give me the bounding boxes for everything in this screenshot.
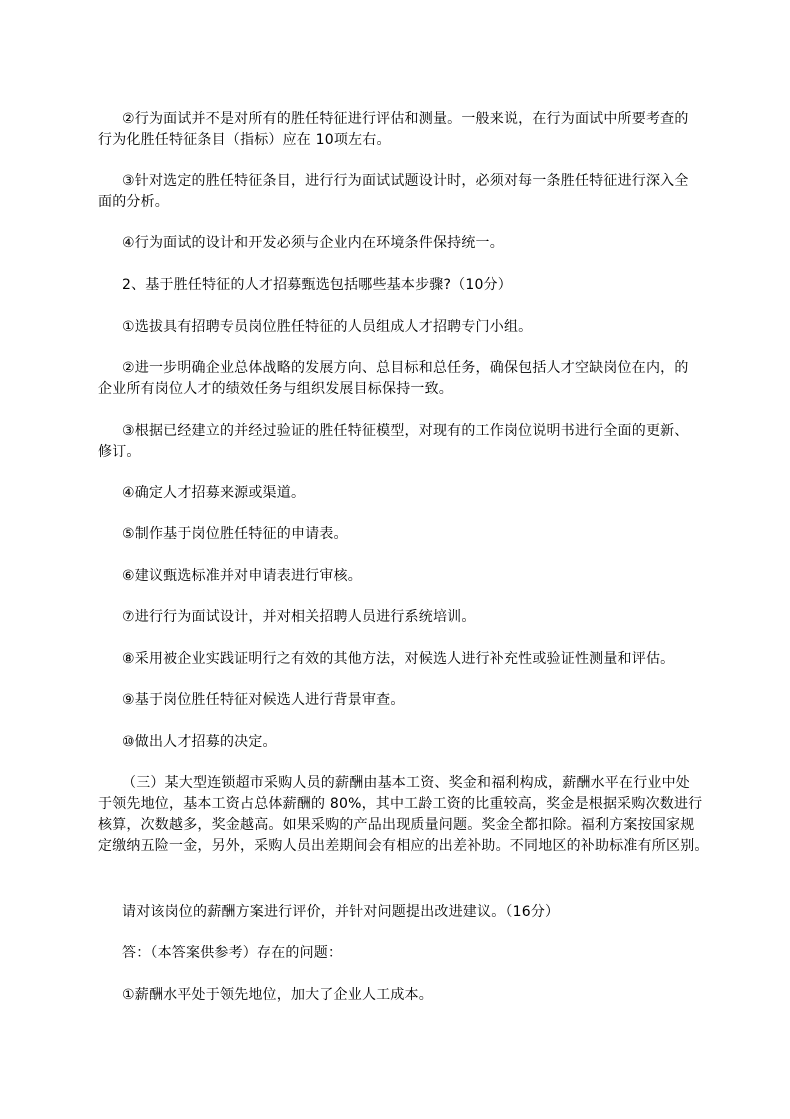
text-line: 请对该岗位的薪酬方案进行评价，并针对问题提出改进建议。（16分） <box>122 904 560 920</box>
text-line: ②行为面试并不是对所有的胜任特征进行评估和测量。一般来说，在行为面试中所要考查的 <box>122 111 689 127</box>
step-10 <box>98 732 698 753</box>
text-line: ④行为面试的设计和开发必须与企业内在环境条件保持统一。 <box>122 235 504 251</box>
case-three-question <box>98 902 698 923</box>
text-line: ⑤制作基于岗位胜任特征的申请表。 <box>122 526 348 542</box>
text-line: 于领先地位，基本工资占总体薪酬的 80%，其中工龄工资的比重较高，奖金是根据采购次数进行 <box>98 796 703 812</box>
step-9 <box>98 690 698 711</box>
text-line: 行为化胜任特征条目（指标）应在 10项左右。 <box>98 132 391 148</box>
text-line: ①薪酬水平处于领先地位，加大了企业人工成本。 <box>122 987 433 1003</box>
text-line: ⑥建议甄选标准并对申请表进行审核。 <box>122 568 362 584</box>
text-line: ⑦进行行为面试设计，并对相关招聘人员进行系统培训。 <box>122 609 476 625</box>
step-1 <box>98 317 698 338</box>
text-line: 修订。 <box>98 444 141 460</box>
text-line: ③根据已经建立的并经过验证的胜任特征模型，对现有的工作岗位说明书进行全面的更新、 <box>122 423 689 439</box>
text-line: 面的分析。 <box>98 194 169 210</box>
paragraph-question-design <box>98 171 698 213</box>
step-7 <box>98 607 698 628</box>
answer-item-1 <box>98 985 698 1006</box>
text-line: ①选拔具有招聘专员岗位胜任特征的人员组成人才招聘专门小组。 <box>122 319 533 335</box>
text-line: 核算，次数越多，奖金越高。如果采购的产品出现质量问题。奖金全都扣除。福利方案按国家规 <box>98 817 695 833</box>
text-line: ③针对选定的胜任特征条目，进行行为面试试题设计时，必须对每一条胜任特征进行深入全 <box>122 173 689 189</box>
text-line: 企业所有岗位人才的绩效任务与组织发展目标保持一致。 <box>98 381 453 397</box>
step-5 <box>98 524 698 545</box>
step-2 <box>98 358 698 400</box>
step-8 <box>98 649 698 670</box>
step-6 <box>98 566 698 587</box>
text-line: 答：（本答案供参考）存在的问题： <box>122 945 343 961</box>
answer-heading <box>98 943 698 964</box>
text-line: ⑨基于岗位胜任特征对候选人进行背景审查。 <box>122 692 405 708</box>
text-line: ④确定人才招募来源或渠道。 <box>122 485 306 501</box>
case-three-description <box>98 773 709 857</box>
text-line: （三）某大型连锁超市采购人员的薪酬由基本工资、奖金和福利构成，薪酬水平在行业中处 <box>122 775 690 791</box>
paragraph-behavior-interview-scope <box>98 109 698 151</box>
text-line: ②进一步明确企业总体战略的发展方向、总目标和总任务，确保包括人才空缺岗位在内，的 <box>122 360 689 376</box>
paragraph-environment-consistency <box>98 233 698 254</box>
question-2-heading <box>98 275 698 296</box>
text-line: 2、基于胜任特征的人才招募甄选包括哪些基本步骤?（10分） <box>122 277 512 293</box>
text-line: ⑩做出人才招募的决定。 <box>122 734 277 750</box>
step-3 <box>98 421 698 463</box>
text-line: 定缴纳五险一金，另外，采购人员出差期间会有相应的出差补助。不同地区的补助标准有所区别。 <box>98 838 709 854</box>
step-4 <box>98 483 698 504</box>
text-line: ⑧采用被企业实践证明行之有效的其他方法，对候选人进行补充性或验证性测量和评估。 <box>122 651 675 667</box>
